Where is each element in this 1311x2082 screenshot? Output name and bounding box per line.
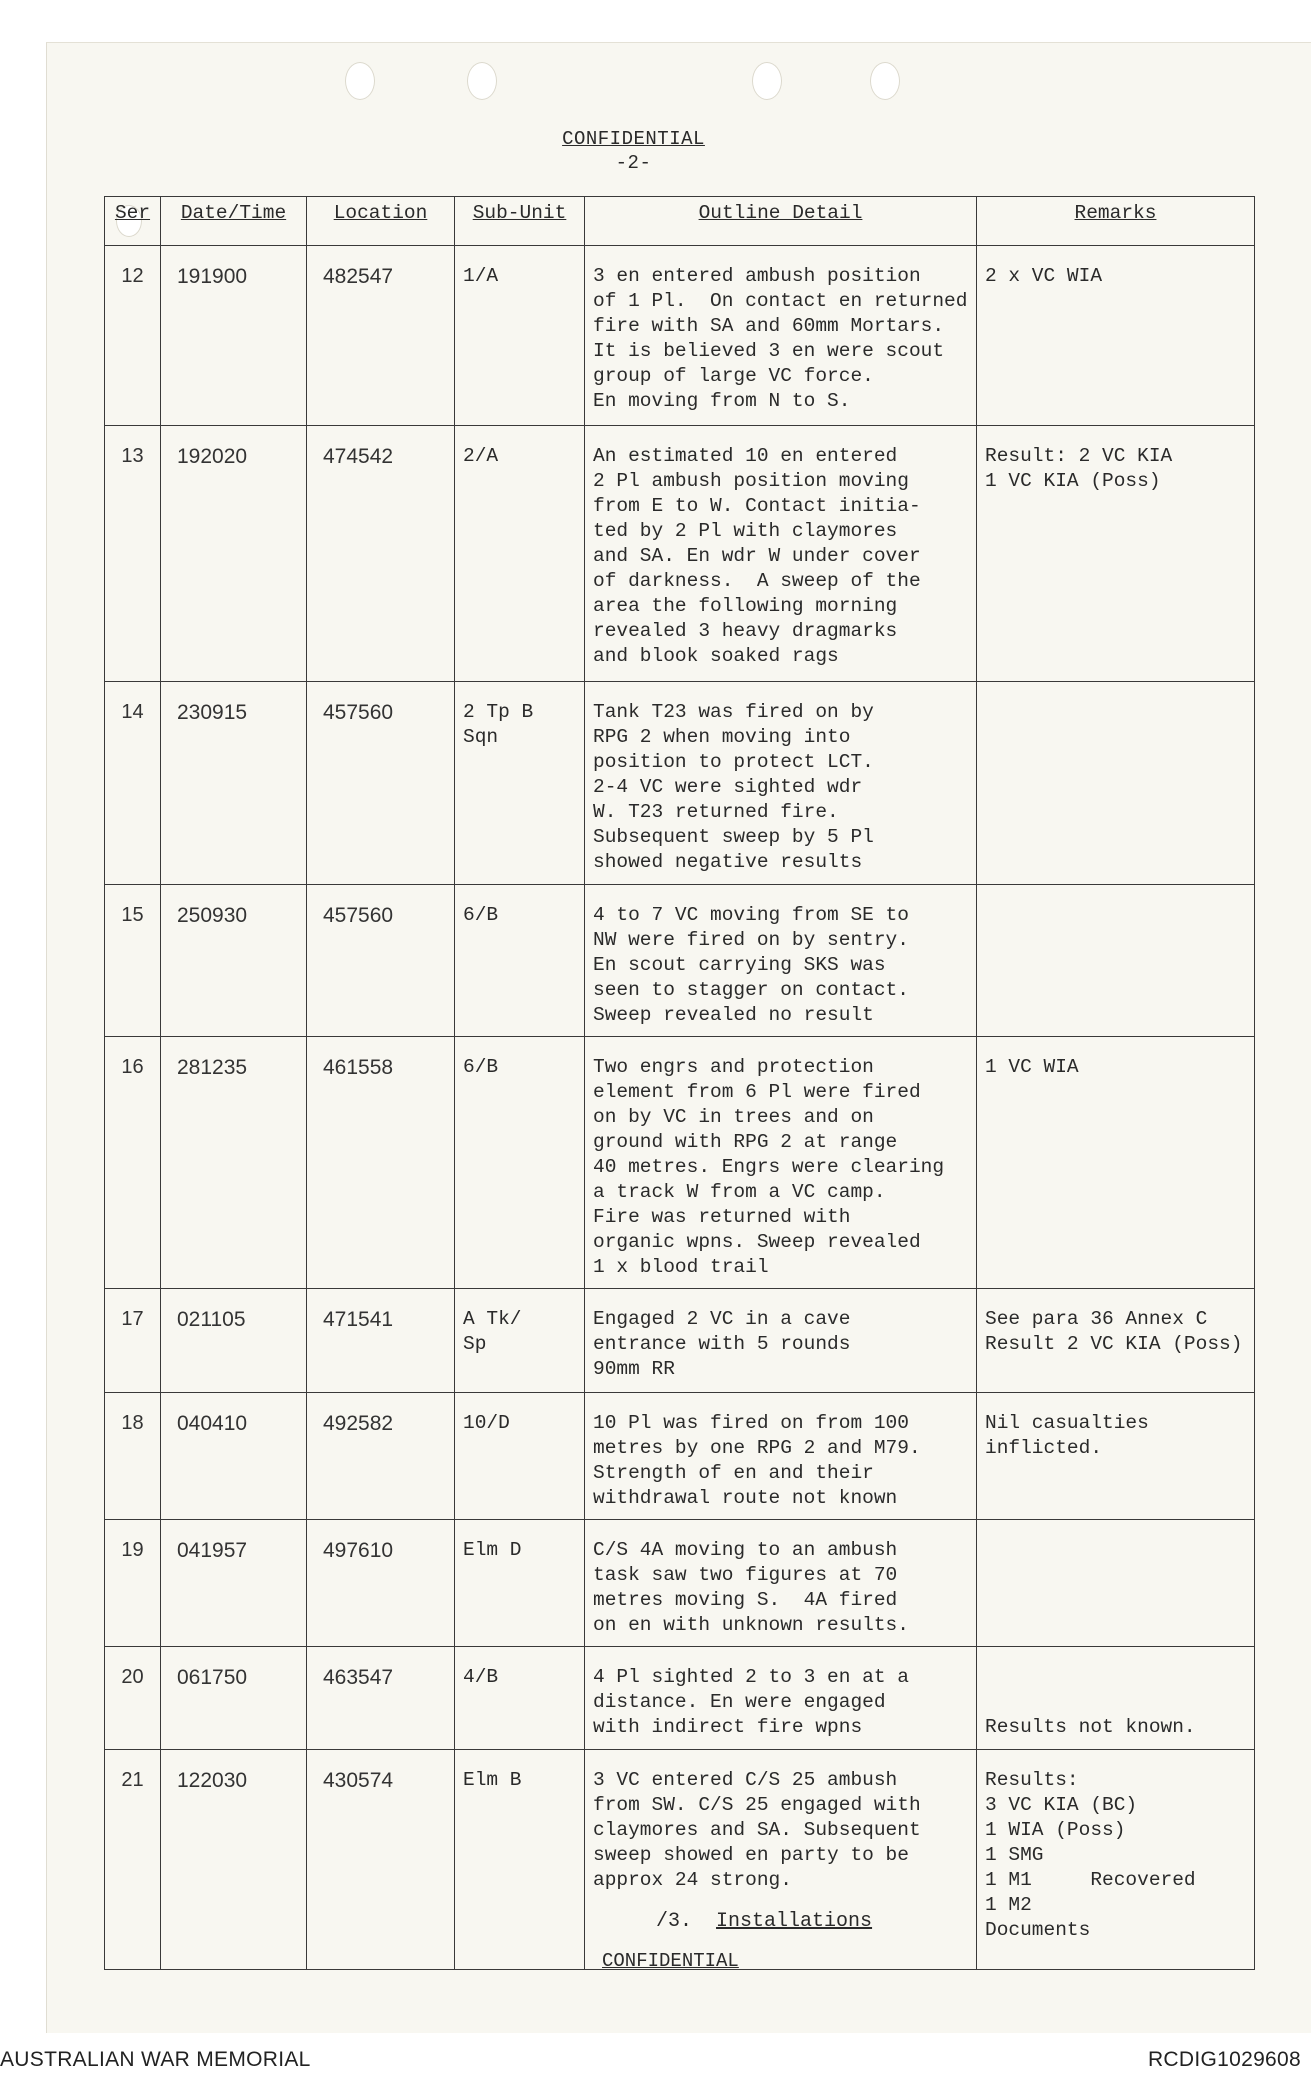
cell-location: 463547 xyxy=(307,1647,455,1750)
table-header-row xyxy=(105,197,1255,246)
cell-location: 457560 xyxy=(307,885,455,1037)
cell-location: 461558 xyxy=(307,1037,455,1289)
cell-datetime: 040410 xyxy=(161,1393,307,1520)
col-header-remarks: Remarks xyxy=(977,197,1255,246)
cell-ser: 12 xyxy=(105,246,161,426)
punch-hole-2 xyxy=(467,62,497,100)
cell-subunit: Elm D xyxy=(455,1520,585,1647)
cell-remarks: Result: 2 VC KIA 1 VC KIA (Poss) xyxy=(977,426,1255,682)
cell-remarks xyxy=(977,1520,1255,1647)
cell-subunit: A Tk/ Sp xyxy=(455,1289,585,1393)
cell-datetime: 021105 xyxy=(161,1289,307,1393)
cell-remarks: See para 36 Annex C Result 2 VC KIA (Poss) xyxy=(977,1289,1255,1393)
col-header-subunit: Sub-Unit xyxy=(455,197,585,246)
archive-record-id: RCDIG1029608 xyxy=(1147,2048,1301,2071)
cell-location: 474542 xyxy=(307,426,455,682)
cell-datetime: 250930 xyxy=(161,885,307,1037)
archive-source: AUSTRALIAN WAR MEMORIAL xyxy=(0,2048,311,2071)
punch-hole-1 xyxy=(345,62,375,100)
cell-detail: 3 en entered ambush position of 1 Pl. On contact en returned fire with SA and 60mm Mortars. It is believed 3 en were scout group of large VC force. En moving from N to S. xyxy=(585,246,977,426)
continuation-label: Installations xyxy=(716,1910,873,1933)
cell-detail: An estimated 10 en entered 2 Pl ambush position moving from E to W. Contact initia- ted by 2 Pl with claymores and SA. En wdr W under cover of darkness. A sweep of the area the following morning revealed 3 heavy dragmarks and blook soaked rags xyxy=(585,426,977,682)
cell-location: 492582 xyxy=(307,1393,455,1520)
cell-detail: C/S 4A moving to an ambush task saw two figures at 70 metres moving S. 4A fired on en with unknown results. xyxy=(585,1520,977,1647)
table-row xyxy=(105,1750,1255,1970)
cell-datetime: 192020 xyxy=(161,426,307,682)
cell-subunit: Elm B xyxy=(455,1750,585,1970)
continuation-note xyxy=(656,1910,872,1933)
cell-remarks: 2 x VC WIA xyxy=(977,246,1255,426)
cell-detail: 4 Pl sighted 2 to 3 en at a distance. En were engaged with indirect fire wpns xyxy=(585,1647,977,1750)
cell-datetime: 230915 xyxy=(161,682,307,885)
cell-subunit: 2 Tp B Sqn xyxy=(455,682,585,885)
cell-ser: 13 xyxy=(105,426,161,682)
table-row xyxy=(105,1037,1255,1289)
classification-header: CONFIDENTIAL xyxy=(562,128,705,150)
cell-datetime: 281235 xyxy=(161,1037,307,1289)
cell-remarks: 1 VC WIA xyxy=(977,1037,1255,1289)
cell-ser: 14 xyxy=(105,682,161,885)
cell-datetime: 122030 xyxy=(161,1750,307,1970)
cell-remarks: Results not known. xyxy=(977,1647,1255,1750)
cell-subunit: 1/A xyxy=(455,246,585,426)
cell-detail: Tank T23 was fired on by RPG 2 when moving into position to protect LCT. 2-4 VC were sighted wdr W. T23 returned fire. Subsequent sweep by 5 Pl showed negative results xyxy=(585,682,977,885)
cell-ser: 20 xyxy=(105,1647,161,1750)
cell-subunit: 6/B xyxy=(455,885,585,1037)
cell-ser: 21 xyxy=(105,1750,161,1970)
incident-table xyxy=(104,196,1255,1970)
table-row xyxy=(105,246,1255,426)
cell-detail: 3 VC entered C/S 25 ambush from SW. C/S 25 engaged with claymores and SA. Subsequent sweep showed en party to be approx 24 strong. xyxy=(585,1750,977,1970)
col-header-location: Location xyxy=(307,197,455,246)
cell-location: 482547 xyxy=(307,246,455,426)
table-row xyxy=(105,1289,1255,1393)
cell-ser: 15 xyxy=(105,885,161,1037)
table-row xyxy=(105,682,1255,885)
cell-remarks xyxy=(977,682,1255,885)
cell-location: 430574 xyxy=(307,1750,455,1970)
cell-ser: 16 xyxy=(105,1037,161,1289)
col-header-detail: Outline Detail xyxy=(585,197,977,246)
table-row xyxy=(105,426,1255,682)
cell-datetime: 041957 xyxy=(161,1520,307,1647)
cell-datetime: 191900 xyxy=(161,246,307,426)
classification-footer: CONFIDENTIAL xyxy=(602,1950,739,1972)
cell-location: 471541 xyxy=(307,1289,455,1393)
cell-location: 457560 xyxy=(307,682,455,885)
cell-subunit: 4/B xyxy=(455,1647,585,1750)
cell-ser: 19 xyxy=(105,1520,161,1647)
cell-subunit: 10/D xyxy=(455,1393,585,1520)
col-header-datetime: Date/Time xyxy=(161,197,307,246)
cell-ser: 18 xyxy=(105,1393,161,1520)
cell-subunit: 2/A xyxy=(455,426,585,682)
continuation-ref: /3. xyxy=(656,1910,693,1933)
table-row xyxy=(105,1393,1255,1520)
table-row xyxy=(105,1647,1255,1750)
cell-location: 497610 xyxy=(307,1520,455,1647)
cell-ser: 17 xyxy=(105,1289,161,1393)
table-row xyxy=(105,885,1255,1037)
cell-subunit: 6/B xyxy=(455,1037,585,1289)
cell-detail: Two engrs and protection element from 6 Pl were fired on by VC in trees and on ground with RPG 2 at range 40 metres. Engrs were clearing a track W from a VC camp. Fire was returned with organic wpns. Sweep revealed 1 x blood trail xyxy=(585,1037,977,1289)
cell-detail: 10 Pl was fired on from 100 metres by one RPG 2 and M79. Strength of en and their withdrawal route not known xyxy=(585,1393,977,1520)
cell-remarks xyxy=(977,885,1255,1037)
cell-remarks: Results: 3 VC KIA (BC) 1 WIA (Poss) 1 SMG 1 M1 Recovered 1 M2 Documents xyxy=(977,1750,1255,1970)
punch-hole-3 xyxy=(752,62,782,100)
punch-hole-4 xyxy=(870,62,900,100)
cell-remarks: Nil casualties inflicted. xyxy=(977,1393,1255,1520)
cell-detail: Engaged 2 VC in a cave entrance with 5 rounds 90mm RR xyxy=(585,1289,977,1393)
col-header-ser: Ser xyxy=(105,197,161,246)
cell-detail: 4 to 7 VC moving from SE to NW were fired on by sentry. En scout carrying SKS was seen to stagger on contact. Sweep revealed no result xyxy=(585,885,977,1037)
cell-datetime: 061750 xyxy=(161,1647,307,1750)
page-number: -2- xyxy=(615,152,652,174)
table-row xyxy=(105,1520,1255,1647)
